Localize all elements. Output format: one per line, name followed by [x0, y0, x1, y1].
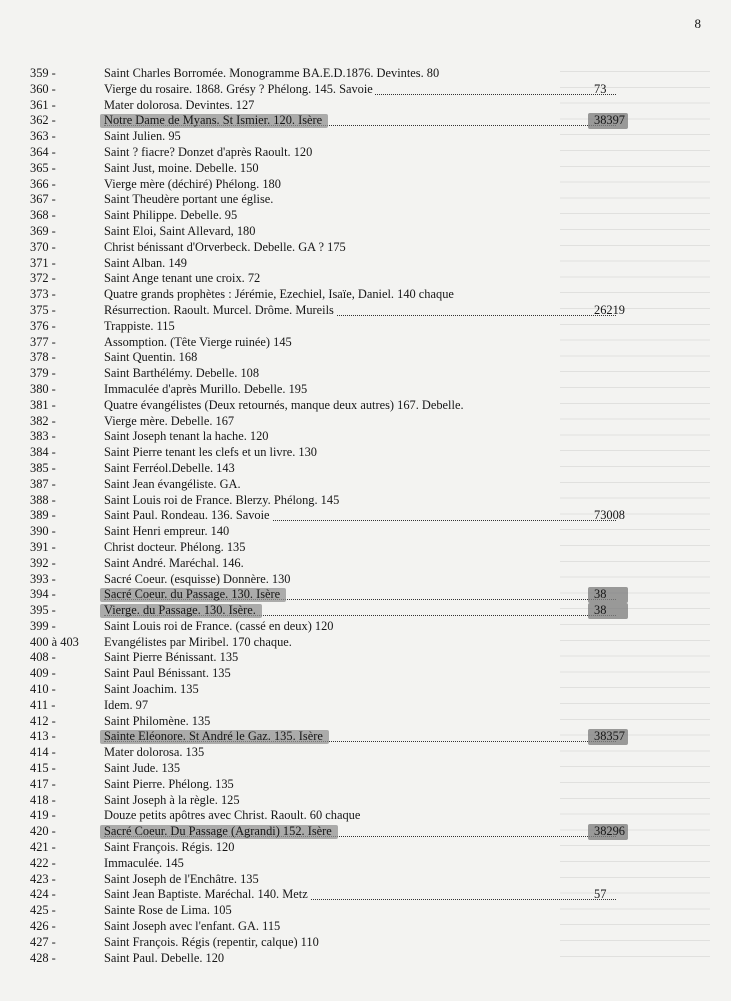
entry-text-container [104, 208, 710, 224]
entry-description: Sacré Coeur. Du Passage (Agrandi) 152. Isère [104, 824, 332, 839]
inventory-entry [30, 461, 710, 477]
entry-text-container [104, 113, 616, 129]
entry-text-container [104, 729, 616, 745]
entry-text-container [104, 714, 710, 730]
entry-number: 375 - [30, 302, 56, 317]
inventory-entry [30, 445, 710, 461]
entry-text-container [104, 919, 710, 935]
entry-number: 364 - [30, 144, 56, 159]
entry-number: 390 - [30, 524, 56, 539]
entry-description: Sainte Rose de Lima. 105 [104, 903, 232, 918]
entry-text-container [104, 887, 616, 903]
entry-number: 400 à 403 [30, 634, 79, 649]
inventory-entry [30, 350, 710, 366]
entry-description: Saint Quentin. 168 [104, 350, 198, 365]
entry-number: 395 - [30, 603, 56, 618]
entry-text-container [104, 619, 710, 635]
entry-number: 410 - [30, 682, 56, 697]
entry-text-container [104, 650, 710, 666]
entry-description: Saint Jude. 135 [104, 761, 181, 776]
entry-description: Vierge du rosaire. 1868. Grésy ? Phélong. 145. Savoie [104, 81, 373, 96]
entry-text-container [104, 319, 710, 335]
inventory-entry [30, 98, 710, 114]
entry-text-container [104, 192, 710, 208]
entry-text-container [104, 161, 710, 177]
entry-text-container [104, 587, 616, 603]
entry-description: Saint Just, moine. Debelle. 150 [104, 160, 259, 175]
entry-number: 415 - [30, 761, 56, 776]
entry-description: Saint François. Régis. 120 [104, 840, 235, 855]
entry-reference-code: 73 [594, 81, 607, 96]
inventory-entry [30, 745, 710, 761]
entry-text-container [104, 761, 710, 777]
entry-description: Saint Joachim. 135 [104, 682, 199, 697]
inventory-entry [30, 840, 710, 856]
inventory-entry [30, 113, 710, 129]
entry-number: 368 - [30, 208, 56, 223]
entry-number: 379 - [30, 366, 56, 381]
entry-text-container [104, 935, 710, 951]
entry-number: 427 - [30, 934, 56, 949]
entry-number: 360 - [30, 81, 56, 96]
inventory-entry [30, 682, 710, 698]
entry-number: 366 - [30, 176, 56, 191]
entry-text-container [104, 414, 710, 430]
inventory-entry [30, 872, 710, 888]
entry-number: 423 - [30, 871, 56, 886]
entry-reference-code: 38 [594, 603, 607, 618]
entry-number: 426 - [30, 919, 56, 934]
inventory-list [30, 66, 710, 966]
entry-description: Saint Jean Baptiste. Maréchal. 140. Metz [104, 887, 308, 902]
entry-text-container [104, 840, 710, 856]
entry-text-container [104, 429, 710, 445]
entry-description: Notre Dame de Myans. St Ismier. 120. Isère [104, 113, 323, 128]
inventory-entry [30, 192, 710, 208]
entry-description: Saint Philippe. Debelle. 95 [104, 208, 238, 223]
entry-description: Christ bénissant d'Orverbeck. Debelle. GA ? 175 [104, 239, 346, 254]
entry-number: 384 - [30, 445, 56, 460]
entry-description: Saint Charles Borromée. Monogramme BA.E.D.1876. Devintes. 80 [104, 66, 440, 80]
entry-text-container [104, 66, 710, 82]
entry-description: Saint Ferréol.Debelle. 143 [104, 460, 235, 475]
inventory-entry [30, 224, 710, 240]
entry-reference-code: 38357 [594, 729, 625, 744]
entry-text-container [104, 572, 710, 588]
entry-text-container [104, 145, 710, 161]
entry-number: 392 - [30, 555, 56, 570]
entry-description: Saint Louis roi de France. (cassé en deux) 120 [104, 618, 334, 633]
entry-description: Idem. 97 [104, 697, 149, 712]
entry-description: Saint Philomène. 135 [104, 713, 211, 728]
entry-text-container [104, 98, 710, 114]
inventory-entry [30, 650, 710, 666]
entry-reference-code: 38 [594, 587, 607, 602]
entry-number: 385 - [30, 460, 56, 475]
inventory-entry [30, 319, 710, 335]
entry-description: Saint Louis roi de France. Blerzy. Phélong. 145 [104, 492, 340, 507]
entry-text-container [104, 603, 616, 619]
inventory-entry [30, 540, 710, 556]
entry-text-container [104, 540, 710, 556]
entry-description: Saint Joseph de l'Enchâtre. 135 [104, 871, 259, 886]
entry-number: 412 - [30, 713, 56, 728]
entry-number: 394 - [30, 587, 56, 602]
entry-description: Saint Joseph tenant la hache. 120 [104, 429, 269, 444]
entry-description: Saint Paul. Rondeau. 136. Savoie [104, 508, 270, 523]
entry-text-container [104, 398, 710, 414]
entry-text-container [104, 335, 710, 351]
entry-description: Saint Julien. 95 [104, 129, 181, 144]
entry-number: 391 - [30, 539, 56, 554]
entry-number: 377 - [30, 334, 56, 349]
entry-description: Assomption. (Tête Vierge ruinée) 145 [104, 334, 292, 349]
entry-text-container [104, 508, 616, 524]
entry-number: 419 - [30, 808, 56, 823]
entry-number: 417 - [30, 776, 56, 791]
entry-description: Saint Pierre tenant les clefs et un livre. 130 [104, 445, 317, 460]
inventory-entry [30, 177, 710, 193]
inventory-entry [30, 793, 710, 809]
inventory-entry [30, 208, 710, 224]
entry-number: 372 - [30, 271, 56, 286]
entry-number: 420 - [30, 824, 56, 839]
inventory-entry [30, 256, 710, 272]
inventory-entry [30, 729, 710, 745]
entry-description: Saint Theudère portant une église. [104, 192, 274, 207]
entry-number: 378 - [30, 350, 56, 365]
inventory-entry [30, 951, 710, 967]
entry-description: Saint Paul. Debelle. 120 [104, 950, 225, 965]
entry-description: Saint Joseph à la règle. 125 [104, 792, 240, 807]
entry-text-container [104, 635, 710, 651]
entry-description: Immaculée. 145 [104, 855, 184, 870]
inventory-entry [30, 619, 710, 635]
entry-description: Mater dolorosa. 135 [104, 745, 205, 760]
entry-text-container [104, 903, 710, 919]
entry-text-container [104, 350, 710, 366]
inventory-entry [30, 366, 710, 382]
entry-text-container [104, 808, 710, 824]
inventory-entry [30, 556, 710, 572]
inventory-entry [30, 429, 710, 445]
entry-number: 428 - [30, 950, 56, 965]
entry-text-container [104, 698, 710, 714]
entry-description: Saint André. Maréchal. 146. [104, 555, 244, 570]
entry-number: 389 - [30, 508, 56, 523]
entry-text-container [104, 445, 710, 461]
entry-number: 393 - [30, 571, 56, 586]
entry-text-container [104, 177, 710, 193]
inventory-entry [30, 635, 710, 651]
entry-number: 413 - [30, 729, 56, 744]
entry-number: 365 - [30, 160, 56, 175]
inventory-entry [30, 856, 710, 872]
inventory-entry [30, 714, 710, 730]
inventory-entry [30, 666, 710, 682]
entry-number: 359 - [30, 66, 56, 80]
entry-text-container [104, 666, 710, 682]
inventory-entry [30, 761, 710, 777]
entry-text-container [104, 382, 710, 398]
entry-description: Saint Eloi, Saint Allevard, 180 [104, 223, 256, 238]
entry-number: 361 - [30, 97, 56, 112]
entry-description: Vierge mère. Debelle. 167 [104, 413, 235, 428]
inventory-entry [30, 271, 710, 287]
entry-reference-code: 73008 [594, 508, 625, 523]
inventory-entry [30, 698, 710, 714]
inventory-entry [30, 824, 710, 840]
entry-description: Sacré Coeur. (esquisse) Donnère. 130 [104, 571, 291, 586]
inventory-entry [30, 161, 710, 177]
entry-number: 409 - [30, 666, 56, 681]
entry-text-container [104, 951, 710, 967]
inventory-entry [30, 240, 710, 256]
entry-description: Saint Alban. 149 [104, 255, 187, 270]
entry-number: 388 - [30, 492, 56, 507]
inventory-entry [30, 603, 710, 619]
entry-number: 422 - [30, 855, 56, 870]
entry-number: 376 - [30, 318, 56, 333]
entry-text-container [104, 856, 710, 872]
entry-text-container [104, 477, 710, 493]
entry-reference-code: 26219 [594, 302, 625, 317]
inventory-entry [30, 129, 710, 145]
entry-text-container [104, 271, 710, 287]
entry-text-container [104, 493, 710, 509]
entry-description: Sainte Eléonore. St André le Gaz. 135. Isère [104, 729, 323, 744]
inventory-entry [30, 887, 710, 903]
entry-text-container [104, 824, 616, 840]
entry-number: 367 - [30, 192, 56, 207]
entry-text-container [104, 682, 710, 698]
inventory-entry [30, 777, 710, 793]
entry-number: 381 - [30, 397, 56, 412]
inventory-entry [30, 587, 710, 603]
entry-text-container [104, 793, 710, 809]
entry-number: 424 - [30, 887, 56, 902]
entry-description: Saint Henri empreur. 140 [104, 524, 230, 539]
inventory-entry [30, 808, 710, 824]
entry-text-container [104, 556, 710, 572]
inventory-entry [30, 508, 710, 524]
inventory-entry [30, 303, 710, 319]
inventory-entry [30, 903, 710, 919]
entry-description: Saint Jean évangéliste. GA. [104, 476, 241, 491]
entry-number: 411 - [30, 697, 56, 712]
entry-description: Saint Pierre Bénissant. 135 [104, 650, 239, 665]
entry-text-container [104, 287, 710, 303]
entry-description: Saint Pierre. Phélong. 135 [104, 776, 234, 791]
entry-number: 425 - [30, 903, 56, 918]
entry-text-container [104, 224, 710, 240]
entry-text-container [104, 240, 710, 256]
inventory-entry [30, 493, 710, 509]
entry-number: 363 - [30, 129, 56, 144]
entry-description: Saint Ange tenant une croix. 72 [104, 271, 261, 286]
entry-description: Douze petits apôtres avec Christ. Raoult. 60 chaque [104, 808, 361, 823]
entry-number: 370 - [30, 239, 56, 254]
entry-reference-code: 38397 [594, 113, 625, 128]
inventory-entry [30, 287, 710, 303]
entry-number: 383 - [30, 429, 56, 444]
entry-number: 408 - [30, 650, 56, 665]
entry-description: Evangélistes par Miribel. 170 chaque. [104, 634, 292, 649]
entry-description: Quatre grands prophètes : Jérémie, Ezechiel, Isaïe, Daniel. 140 chaque [104, 287, 454, 302]
entry-description: Immaculée d'après Murillo. Debelle. 195 [104, 381, 308, 396]
inventory-entry [30, 477, 710, 493]
entry-text-container [104, 872, 710, 888]
entry-description: Saint Barthélémy. Debelle. 108 [104, 366, 260, 381]
inventory-entry [30, 572, 710, 588]
entry-text-container [104, 256, 710, 272]
entry-number: 380 - [30, 381, 56, 396]
entry-description: Saint François. Régis (repentir, calque) 110 [104, 934, 319, 949]
inventory-entry [30, 82, 710, 98]
entry-description: Sacré Coeur. du Passage. 130. Isère [104, 587, 281, 602]
inventory-entry [30, 382, 710, 398]
entry-description: Vierge. du Passage. 130. Isère. [104, 603, 256, 618]
entry-description: Quatre évangélistes (Deux retournés, manque deux autres) 167. Debelle. [104, 397, 464, 412]
entry-text-container [104, 524, 710, 540]
entry-text-container [104, 777, 710, 793]
entry-description: Mater dolorosa. Devintes. 127 [104, 97, 255, 112]
entry-text-container [104, 129, 710, 145]
inventory-entry [30, 935, 710, 951]
entry-description: Trappiste. 115 [104, 318, 175, 333]
entry-number: 399 - [30, 618, 56, 633]
entry-text-container [104, 461, 710, 477]
entry-text-container [104, 366, 710, 382]
entry-description: Vierge mère (déchiré) Phélong. 180 [104, 176, 281, 191]
inventory-entry [30, 398, 710, 414]
entry-number: 373 - [30, 287, 56, 302]
entry-reference-code: 38296 [594, 824, 625, 839]
entry-number: 382 - [30, 413, 56, 428]
entry-number: 369 - [30, 223, 56, 238]
inventory-entry [30, 335, 710, 351]
entry-description: Christ docteur. Phélong. 135 [104, 539, 246, 554]
entry-number: 421 - [30, 840, 56, 855]
inventory-entry [30, 145, 710, 161]
entry-description: Résurrection. Raoult. Murcel. Drôme. Mureils [104, 302, 334, 317]
inventory-entry [30, 524, 710, 540]
entry-number: 387 - [30, 476, 56, 491]
inventory-entry [30, 414, 710, 430]
page-number: 8 [694, 16, 701, 31]
entry-text-container [104, 82, 616, 98]
entry-number: 414 - [30, 745, 56, 760]
entry-number: 371 - [30, 255, 56, 270]
entry-number: 418 - [30, 792, 56, 807]
entry-reference-code: 57 [594, 887, 607, 902]
entry-description: Saint Joseph avec l'enfant. GA. 115 [104, 919, 281, 934]
entry-description: Saint Paul Bénissant. 135 [104, 666, 231, 681]
entry-text-container [104, 303, 616, 319]
inventory-entry [30, 919, 710, 935]
inventory-entry [30, 66, 710, 82]
entry-description: Saint ? fiacre? Donzet d'après Raoult. 120 [104, 144, 313, 159]
entry-number: 362 - [30, 113, 56, 128]
entry-text-container [104, 745, 710, 761]
